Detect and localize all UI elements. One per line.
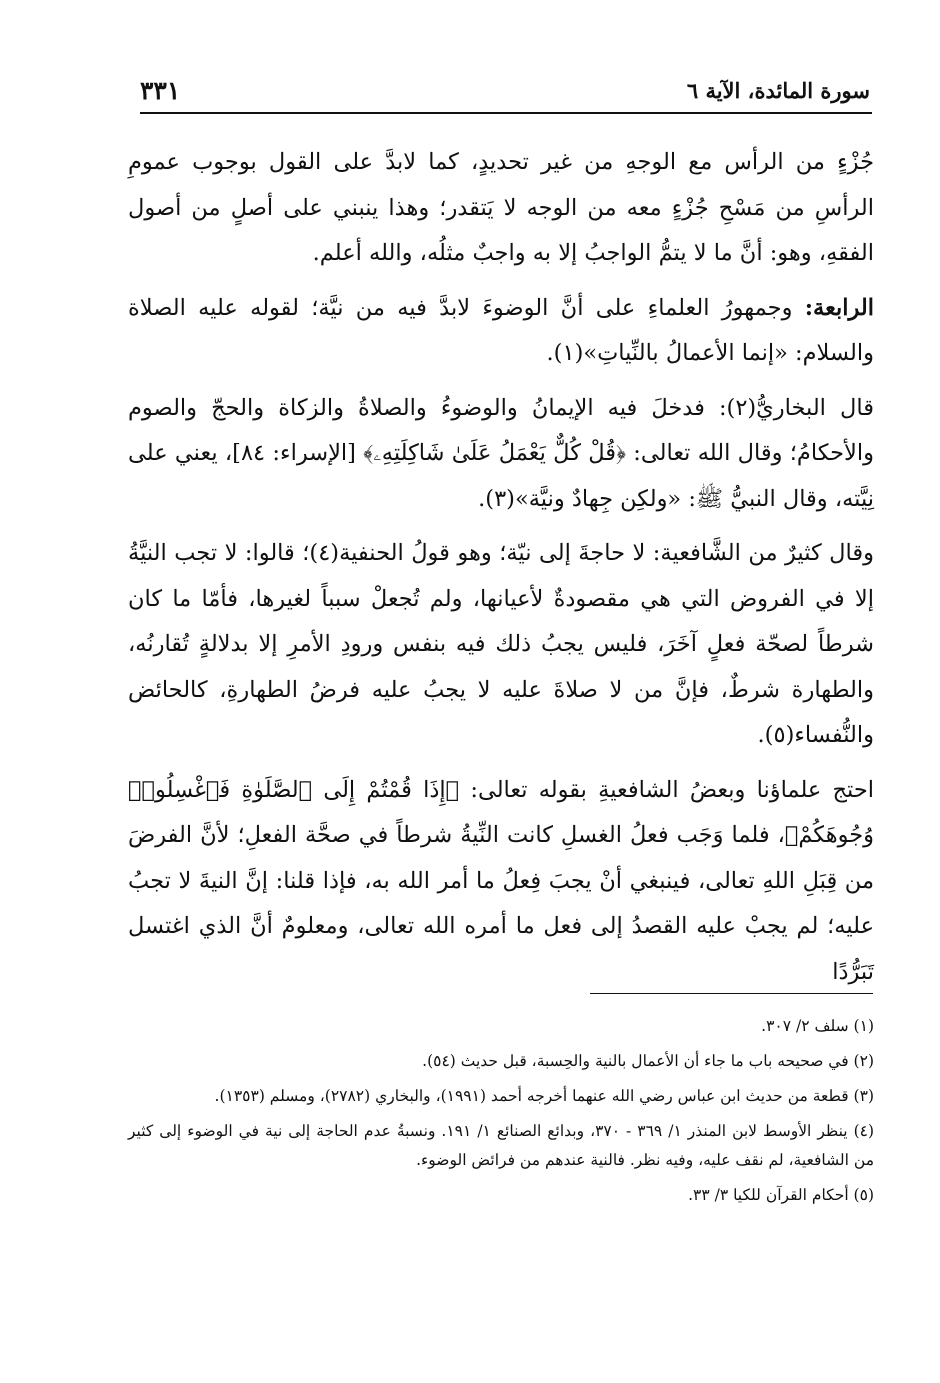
running-header bbox=[140, 76, 870, 110]
paragraph-text: قال البخاريُّ(٢): فدخلَ فيه الإيمانُ والوضوءُ والصلاةُ والزكاة والحجّ والصوم والأحكامُ؛ وقال الله تعالى: ﴿قُلْ كُلٌّ يَعْمَلُ عَلَىٰ شَاكِلَتِهِۦ﴾ [الإسراء: ٨٤]، يعني على نِيَّته، وقال النبيُّ ﷺ: «ولكِن جِهادٌ ونيَّة»(٣). bbox=[128, 394, 874, 512]
paragraph bbox=[128, 531, 874, 759]
footnote-divider bbox=[590, 993, 873, 994]
header-divider bbox=[140, 112, 872, 114]
paragraph-text: وجمهورُ العلماءِ على أنَّ الوضوءَ لابدَّ فيه من نيَّة؛ لقوله عليه الصلاة والسلام: «إنما الأعمالُ بالنِّياتِ»(١). bbox=[128, 294, 874, 366]
surah-label: سورة المائدة، الآية ٦ bbox=[686, 78, 870, 103]
paragraph bbox=[128, 286, 874, 377]
paragraph-text: جُزْءٍ من الرأس مع الوجهِ من غير تحديدٍ، كما لابدَّ على القول بوجوب عمومِ الرأسِ من مَسْحِ جُزْءٍ معه من الوجه لا يَتقدر؛ وهذا ينبني على أصلٍ من أصول الفقهِ، وهو: أنَّ ما لا يتمُّ الواجبُ إلا به واجبٌ مثلُه، والله أعلم. bbox=[128, 149, 874, 266]
paragraph bbox=[128, 140, 874, 277]
footnote: (٤) ينظر الأوسط لابن المنذر ١/ ٣٦٩ - ٣٧٠، وبدائع الصنائع ١/ ١٩١. ونسبةُ عدم الحاجة إلى نية في الوضوء إلى كثير من الشافعية، لم نقف عليه، وفيه نظر. فالنية عندهم من فرائض الوضوء. bbox=[128, 1122, 875, 1169]
footnote: (١) سلف ٢/ ٣٠٧. bbox=[761, 1017, 874, 1035]
page-number: ٣٣١ bbox=[140, 76, 181, 105]
paragraph bbox=[128, 768, 874, 996]
paragraph-text: احتج علماؤنا وبعضُ الشافعيةِ بقوله تعالى: ﴿إِذَا قُمْتُمْ إِلَى ٱلصَّلَوٰةِ فَٱغْسِلُوا۟ وُجُوهَكُمْ﴾، فلما وَجَب فعلُ الغسلِ كانت النِّيةُ شرطاً في صحَّة الفعلِ؛ لأنَّ الفرضَ من قِبَلِ اللهِ تعالى، فينبغي أنْ يجبَ فِعلُ ما أمر الله به، فإذا قلنا: إنَّ النيةَ لا تجبُ عليه؛ لم يجبْ عليه القصدُ إلى فعل ما أمره الله تعالى، ومعلومٌ أنَّ الذي اغتسل تَبَرُّدًا bbox=[128, 776, 874, 985]
main-text bbox=[128, 140, 874, 1004]
footnote: (٥) أحكام القرآن للكيا ٣/ ٣٣. bbox=[688, 1186, 874, 1204]
paragraph bbox=[128, 386, 874, 523]
paragraph-lead: الرابعة: bbox=[804, 294, 874, 321]
footnote: (٢) في صحيحه باب ما جاء أن الأعمال بالنية والحِسبة، قبل حديث (٥٤). bbox=[422, 1052, 874, 1070]
paragraph-text: وقال كثيرٌ من الشَّافعية: لا حاجةَ إلى نيّة؛ وهو قولُ الحنفية(٤)؛ قالوا: لا تجب النيَّةُ إلا في الفروض التي هي مقصودةٌ لأعيانها، ولم تُجعلْ سبباً لغيرها، فأمّا ما كان شرطاً لصحّة فعلٍ آخَرَ، فليس يجبُ ذلك فيه بنفس ورودِ الأمرِ إلا بدلالةٍ تُقارنُه، والطهارة شرطٌ، فإنَّ من لا صلاةَ عليه لا يجبُ عليه فرضُ الطهارةِ، كالحائض والنُّفساء(٥). bbox=[128, 540, 874, 748]
footnote: (٣) قطعة من حديث ابن عباس رضي الله عنهما أخرجه أحمد (١٩٩١)، والبخاري (٢٧٨٢)، ومسلم (١٣٥٣). bbox=[214, 1087, 874, 1105]
footnotes bbox=[128, 1012, 874, 1216]
